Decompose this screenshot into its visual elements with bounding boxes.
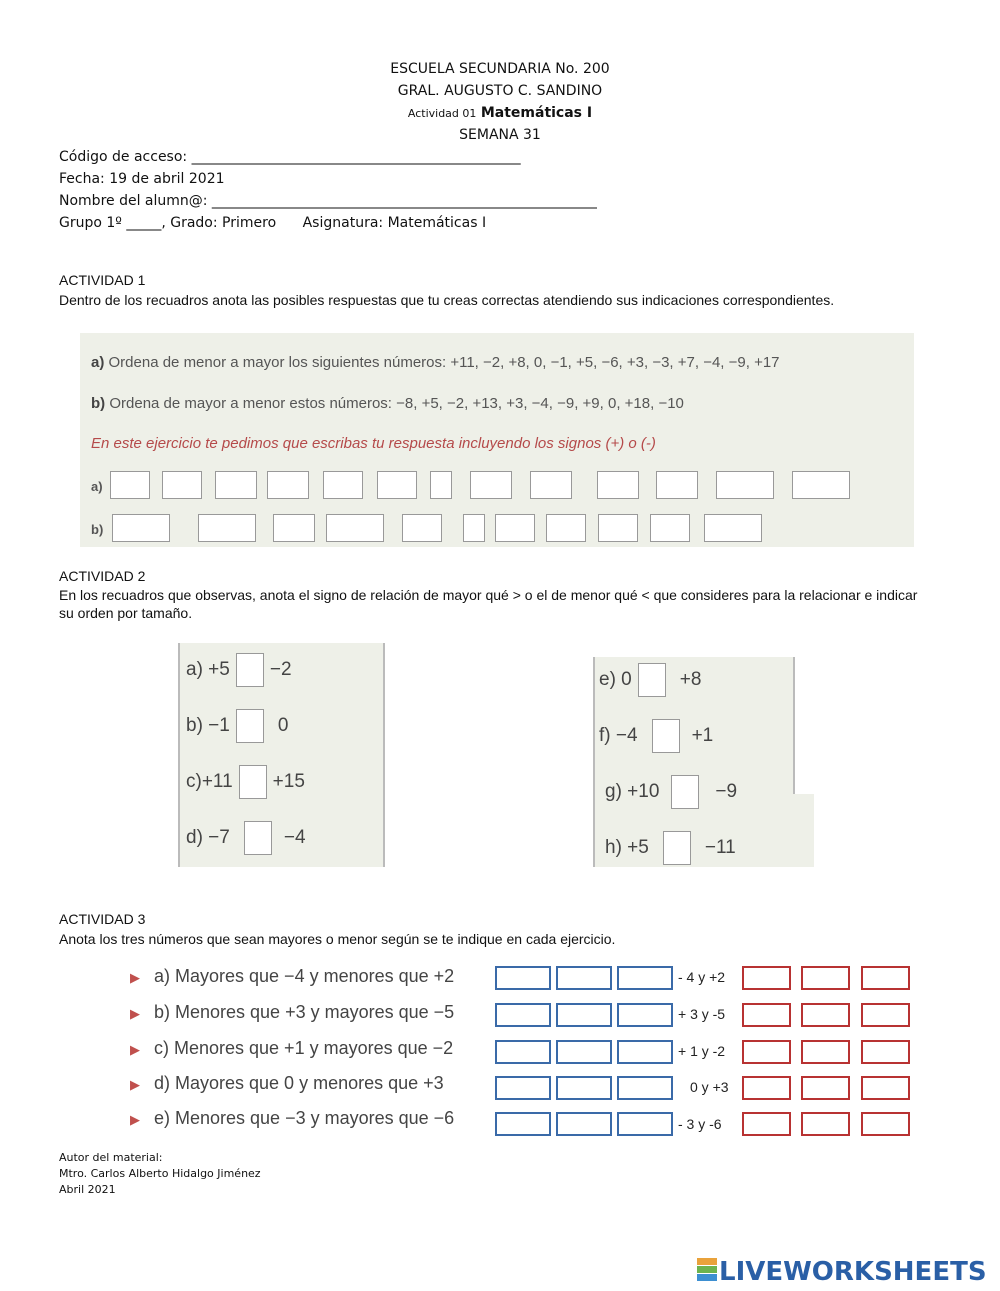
answer-b-box[interactable] xyxy=(546,514,586,542)
activity3-question xyxy=(130,1073,444,1094)
range-hint: - 4 y +2 xyxy=(678,969,726,985)
comparison-right-value: +15 xyxy=(272,771,305,793)
activity2-title: ACTIVIDAD 2 xyxy=(59,568,146,584)
row-a-label: a) xyxy=(91,479,103,494)
answer-box[interactable] xyxy=(495,1076,551,1100)
activity-title xyxy=(0,105,1000,121)
activity3-question xyxy=(130,1108,454,1129)
answer-box[interactable] xyxy=(801,1040,850,1064)
relation-input-box[interactable] xyxy=(244,821,272,855)
range-hint: + 1 y -2 xyxy=(678,1043,726,1059)
row-b-label: b) xyxy=(91,522,104,537)
liveworksheets-logo[interactable] xyxy=(697,1257,987,1287)
answer-box[interactable] xyxy=(495,966,551,990)
activity3-instructions: Anota los tres números que sean mayores o menor según se te indique en cada ejercicio. xyxy=(59,931,616,947)
comparison-row xyxy=(599,719,713,753)
answer-box[interactable] xyxy=(861,1040,910,1064)
answer-b-box[interactable] xyxy=(650,514,690,542)
question-text: a) Mayores que −4 y menores que +2 xyxy=(154,966,455,986)
answer-a-box[interactable] xyxy=(470,471,512,499)
bullet-arrow-icon: ▶ xyxy=(130,970,140,985)
answer-b-box[interactable] xyxy=(598,514,638,542)
relation-input-box[interactable] xyxy=(671,775,699,809)
answer-box[interactable] xyxy=(495,1003,551,1027)
answer-a-box[interactable] xyxy=(597,471,639,499)
comparison-row xyxy=(599,663,701,697)
relation-input-box[interactable] xyxy=(652,719,680,753)
activity-prefix: Actividad 01 xyxy=(407,107,477,120)
bullet-arrow-icon: ▶ xyxy=(130,1006,140,1021)
answer-box[interactable] xyxy=(495,1112,551,1136)
activity1-title: ACTIVIDAD 1 xyxy=(59,272,146,288)
question-text: b) Menores que +3 y mayores que −5 xyxy=(154,1002,455,1022)
student-name-field: Nombre del alumn@: _______________________________________________________ xyxy=(59,193,597,209)
question-text: d) Mayores que 0 y menores que +3 xyxy=(154,1073,444,1093)
answer-box[interactable] xyxy=(801,1112,850,1136)
answer-b-box[interactable] xyxy=(463,514,485,542)
course-label: Asignatura: Matemáticas I xyxy=(302,215,487,231)
activity1-question-b xyxy=(91,395,684,412)
activity1-instructions: Dentro de los recuadros anota las posibles respuestas que tu creas correctas atendiendo sus indicaciones correspondientes. xyxy=(59,292,835,308)
comparison-right-value: −11 xyxy=(704,837,736,859)
activity3-question xyxy=(130,966,454,987)
comparison-right-value: +1 xyxy=(691,725,714,747)
answer-a-box[interactable] xyxy=(530,471,572,499)
answer-b-box[interactable] xyxy=(112,514,170,542)
activity3-title: ACTIVIDAD 3 xyxy=(59,911,146,927)
relation-input-box[interactable] xyxy=(239,765,267,799)
relation-input-box[interactable] xyxy=(236,653,264,687)
answer-b-box[interactable] xyxy=(326,514,384,542)
comparison-left-value: a) +5 xyxy=(186,659,230,681)
comparison-left-value: g) +10 xyxy=(605,781,660,803)
comparison-left-value: e) 0 xyxy=(599,669,632,691)
answer-box[interactable] xyxy=(742,1040,791,1064)
activity2-instructions: En los recuadros que observas, anota el signo de relación de mayor qué > o el de menor qué < que consideres para la relacionar e indicar su orden por tamaño. xyxy=(59,587,918,621)
answer-a-box[interactable] xyxy=(215,471,257,499)
answer-box[interactable] xyxy=(617,1112,673,1136)
answer-box[interactable] xyxy=(556,966,612,990)
bullet-arrow-icon: ▶ xyxy=(130,1112,140,1127)
range-hint: + 3 y -5 xyxy=(678,1006,726,1022)
comparison-row xyxy=(605,831,736,865)
subject-title: Matemáticas I xyxy=(480,105,593,121)
answer-box[interactable] xyxy=(556,1040,612,1064)
author-name: Mtro. Carlos Alberto Hidalgo Jiménez xyxy=(59,1167,261,1180)
panel-edge xyxy=(793,794,814,867)
comparison-left-value: c)+11 xyxy=(186,771,233,793)
comparison-right-value: 0 xyxy=(277,715,289,737)
answer-box[interactable] xyxy=(617,1003,673,1027)
activity1-panel xyxy=(80,333,914,547)
comparison-right-value: −4 xyxy=(283,827,306,849)
answer-a-box[interactable] xyxy=(267,471,309,499)
question-text: c) Menores que +1 y mayores que −2 xyxy=(154,1038,454,1058)
answer-box[interactable] xyxy=(861,1076,910,1100)
comparison-left-value: h) +5 xyxy=(605,837,649,859)
comparison-row xyxy=(605,775,737,809)
answer-box[interactable] xyxy=(617,1076,673,1100)
answer-box[interactable] xyxy=(617,1040,673,1064)
answer-box[interactable] xyxy=(801,1076,850,1100)
answer-a-box[interactable] xyxy=(716,471,774,499)
comparison-right-value: −9 xyxy=(715,781,738,803)
answer-a-box[interactable] xyxy=(430,471,452,499)
comparison-left-value: f) −4 xyxy=(599,725,638,747)
group-label: Grupo 1º _____, Grado: Primero xyxy=(59,215,277,231)
answer-box[interactable] xyxy=(861,1112,910,1136)
activity1-question-a xyxy=(91,354,780,371)
answer-box[interactable] xyxy=(742,1076,791,1100)
group-row xyxy=(59,215,486,231)
bullet-arrow-icon: ▶ xyxy=(130,1077,140,1092)
answer-box[interactable] xyxy=(617,966,673,990)
answer-a-box[interactable] xyxy=(162,471,202,499)
question-a-label: a) xyxy=(91,354,105,371)
access-code-field: Código de acceso: _______________________________________________ xyxy=(59,149,521,165)
answer-box[interactable] xyxy=(495,1040,551,1064)
question-b-text: Ordena de mayor a menor estos números: −8, +5, −2, +13, +3, −4, −9, +9, 0, +18, −10 xyxy=(109,395,684,412)
question-text: e) Menores que −3 y mayores que −6 xyxy=(154,1108,455,1128)
logo-grid-icon xyxy=(697,1258,717,1282)
answer-a-box[interactable] xyxy=(110,471,150,499)
comparison-left-value: b) −1 xyxy=(186,715,230,737)
answer-b-box[interactable] xyxy=(198,514,256,542)
comparison-right-value: −2 xyxy=(269,659,292,681)
answer-b-box[interactable] xyxy=(402,514,442,542)
answer-b-box[interactable] xyxy=(495,514,535,542)
bullet-arrow-icon: ▶ xyxy=(130,1042,140,1057)
answer-box[interactable] xyxy=(861,966,910,990)
school-name: ESCUELA SECUNDARIA No. 200 xyxy=(390,61,610,77)
comparison-row xyxy=(186,709,288,743)
answer-box[interactable] xyxy=(742,1003,791,1027)
activity1-hint: En este ejercicio te pedimos que escribas tu respuesta incluyendo los signos (+) o (-) xyxy=(91,435,656,452)
activity3-question xyxy=(130,1038,453,1059)
relation-input-box[interactable] xyxy=(236,709,264,743)
range-hint: - 3 y -6 xyxy=(678,1116,722,1132)
comparison-right-value: +8 xyxy=(679,669,702,691)
comparison-row xyxy=(186,765,305,799)
author-label: Autor del material: xyxy=(59,1151,163,1164)
answer-box[interactable] xyxy=(556,1076,612,1100)
answer-box[interactable] xyxy=(556,1112,612,1136)
logo-text: LIVEWORKSHEETS xyxy=(719,1257,987,1287)
question-b-label: b) xyxy=(91,395,106,412)
author-date: Abril 2021 xyxy=(59,1183,116,1196)
comparison-panel-left xyxy=(178,643,385,867)
answer-b-box[interactable] xyxy=(273,514,315,542)
answer-box[interactable] xyxy=(556,1003,612,1027)
comparison-left-value: d) −7 xyxy=(186,827,230,849)
answer-a-box[interactable] xyxy=(792,471,850,499)
comparison-row xyxy=(186,821,306,855)
date-label: Fecha: 19 de abril 2021 xyxy=(59,171,225,187)
comparison-panel-right xyxy=(593,657,795,867)
question-a-text: Ordena de menor a mayor los siguientes números: +11, −2, +8, 0, −1, +5, −6, +3, −3, +7, −4, −9, +17 xyxy=(108,354,780,371)
school-patron: GRAL. AUGUSTO C. SANDINO xyxy=(397,83,603,99)
relation-input-box[interactable] xyxy=(638,663,666,697)
week-label: SEMANA 31 xyxy=(459,127,541,143)
answer-box[interactable] xyxy=(861,1003,910,1027)
range-hint: 0 y +3 xyxy=(690,1079,729,1095)
answer-a-box[interactable] xyxy=(377,471,417,499)
answer-box[interactable] xyxy=(801,966,850,990)
activity3-question xyxy=(130,1002,454,1023)
answer-b-box[interactable] xyxy=(704,514,762,542)
answer-box[interactable] xyxy=(801,1003,850,1027)
answer-box[interactable] xyxy=(742,1112,791,1136)
answer-a-box[interactable] xyxy=(323,471,363,499)
answer-a-box[interactable] xyxy=(656,471,698,499)
relation-input-box[interactable] xyxy=(663,831,691,865)
answer-box[interactable] xyxy=(742,966,791,990)
comparison-row xyxy=(186,653,292,687)
